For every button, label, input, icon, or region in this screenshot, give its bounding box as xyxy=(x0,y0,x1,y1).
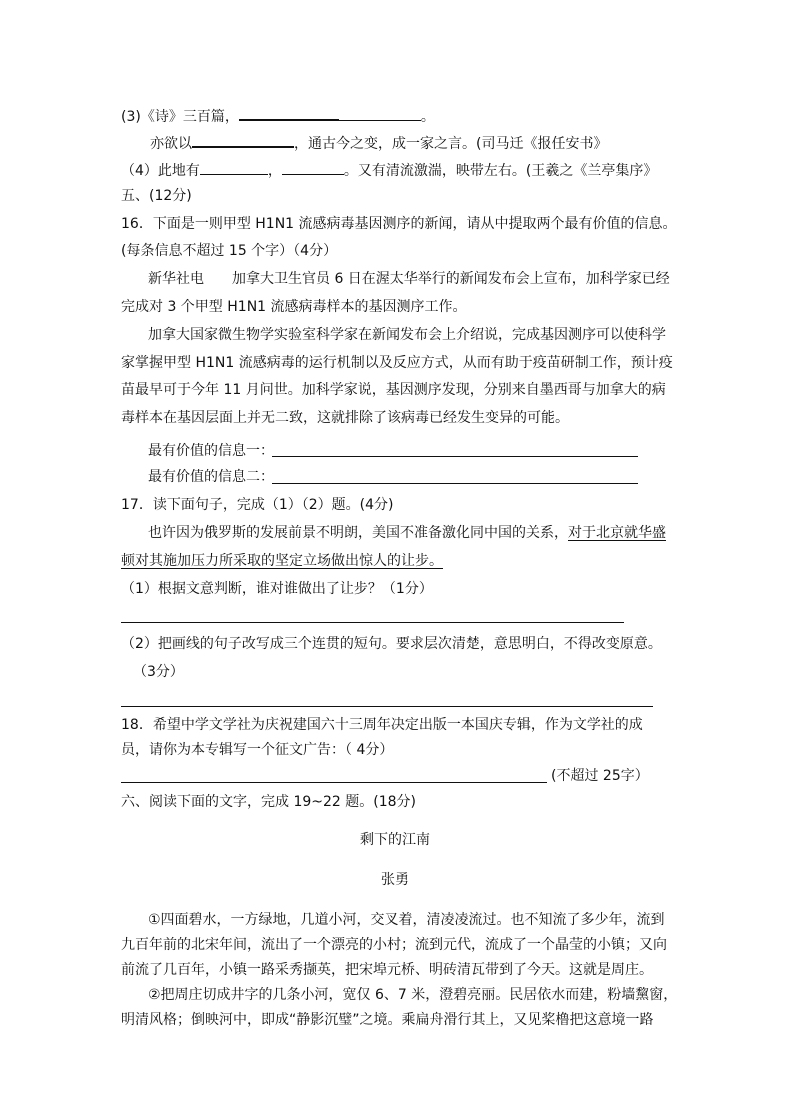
q16-news-line: 新华社电 加拿大卫生官员 6 日在渥太华举行的新闻发布会上宣布，加科学家已经 xyxy=(148,271,670,287)
section-5-heading: 五、(12分) xyxy=(121,188,192,204)
section-6-heading: 六、阅读下面的文字，完成 19~22 题。(18分) xyxy=(121,794,416,810)
q15-item3b: 亦欲以 ，通古今之变，成一家之言。(司马迁《报任安书》 xyxy=(150,131,607,151)
q16-info1-answer-line[interactable] xyxy=(272,456,638,457)
q15-item3-blank-1[interactable] xyxy=(239,104,339,121)
q15-item3b-blank[interactable] xyxy=(192,131,294,148)
article-line: 前流了几百年，小镇一路采秀撷英，把宋埠元桥、明砖清瓦带到了今天。这就是周庄。 xyxy=(121,962,653,978)
q18-stem-line-1: 18．希望中学文学社为庆祝建国六十三周年决定出版一本国庆专辑，作为文学社的成 xyxy=(121,717,643,733)
q16-stem-line-1: 16．下面是一则甲型 H1N1 流感病毒基因测序的新闻，请从中提取两个最有价值的信息。 xyxy=(121,216,677,232)
article-line: ②把周庄切成井字的几条小河，宽仅 6、7 米，澄碧亮丽。民居依水而建，粉墙黧窗， xyxy=(148,987,678,1003)
q15-item4-blank-1[interactable] xyxy=(200,159,268,175)
q16-info1-label: 最有价值的信息一： xyxy=(148,443,274,459)
q18-answer-line[interactable] xyxy=(121,782,547,783)
q18-limit: (不超过 25字） xyxy=(551,768,649,784)
q16-news-line: 家掌握甲型 H1N1 流感病毒的运行机制以及反应方式，从而有助于疫苗研制工作，预计疫 xyxy=(121,355,673,371)
q17-sub2-score: （3分） xyxy=(133,664,184,680)
q15-item3: (3)《诗》三百篇， 。 xyxy=(121,104,435,124)
q16-news-line: 苗最早可于今年 11 月问世。加科学家说，基因测序发现，分别来自墨西哥与加拿大的病 xyxy=(121,382,666,398)
q16-news-line: 加拿大国家微生物学实验室科学家在新闻发布会上介绍说，完成基因测序可以使科学 xyxy=(148,327,666,343)
q17-sub2: （2）把画线的句子改写成三个连贯的短句。要求层次清楚，意思明白，不得改变原意。 xyxy=(121,636,662,652)
q17-underlined-text: 顿对其施加压力所采取的坚定立场做出惊人的让步。 xyxy=(121,553,443,569)
q17-sub1-answer-line[interactable] xyxy=(121,622,624,623)
article-line: ①四面碧水，一方绿地，几道小河，交叉着，清凌凌流过。也不知流了多少年，流到 xyxy=(148,912,665,928)
q17-sub1: （1）根据文意判断，谁对谁做出了让步？（1分） xyxy=(121,581,433,597)
q15-item4-blank-2[interactable] xyxy=(282,159,344,175)
q16-info2-answer-line[interactable] xyxy=(272,483,638,484)
q16-info2-label: 最有价值的信息二： xyxy=(148,469,274,485)
article-title: 剩下的江南 xyxy=(360,832,430,848)
q15-item3-blank-2[interactable] xyxy=(339,105,421,121)
article-author: 张勇 xyxy=(381,872,409,888)
article-line: 明清风格；倒映河中，即成“静影沉璧”之境。乘扁舟滑行其上，又见桨橹把这意境一路 xyxy=(121,1012,654,1028)
q17-sentence-line-1: 也许因为俄罗斯的发展前景不明朗，美国不准备激化同中国的关系，对于北京就华盛 xyxy=(148,525,666,541)
q18-stem-line-2: 员，请你为本专辑写一个征文广告：（ 4分） xyxy=(121,742,394,758)
q17-sentence-line-2 xyxy=(121,551,443,571)
q16-news-line: 毒样本在基因层面上并无二致，这就排除了该病毒已经发生变异的可能。 xyxy=(121,410,569,426)
article-line: 九百年前的北宋年间，流出了一个漂亮的小村；流到元代，流成了一个晶莹的小镇；又向 xyxy=(121,937,667,953)
q16-news-line: 完成对 3 个甲型 H1N1 流感病毒样本的基因测序工作。 xyxy=(121,299,467,315)
q15-item4: （4）此地有 ， 。又有清流激湍，映带左右。(王羲之《兰亭集序》 xyxy=(121,159,657,179)
q17-underlined-text: 对于北京就华盛 xyxy=(568,525,666,541)
q17-sub2-answer-line[interactable] xyxy=(121,706,653,707)
q16-stem-line-2: (每条信息不超过 15 个字）（4分） xyxy=(121,243,338,259)
q17-stem: 17．读下面句子，完成（1）（2）题。(4分) xyxy=(121,497,394,513)
